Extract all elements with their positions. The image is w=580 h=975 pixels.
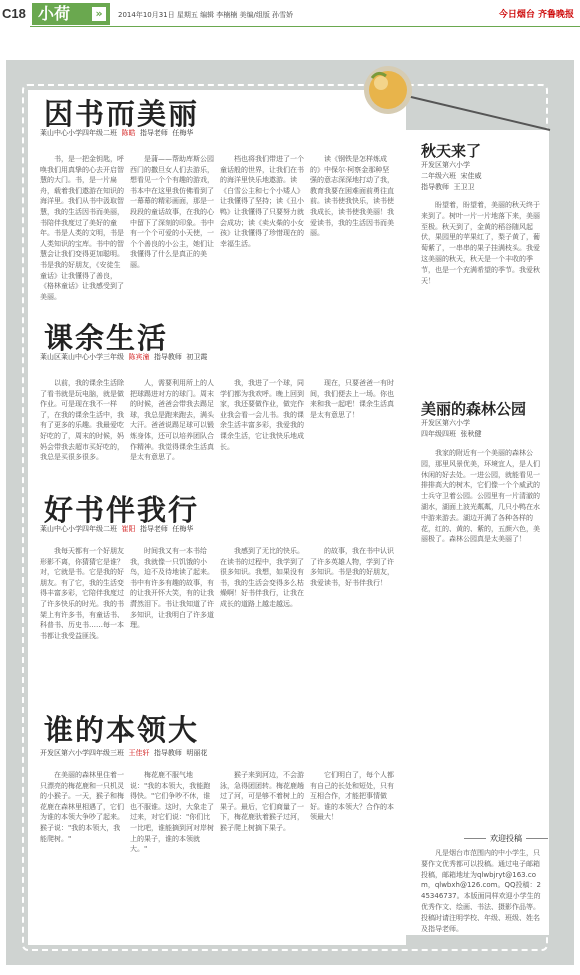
- article-column: 是蒲——帮助库斯公园西门的撒旦女人们去游乐，想看见一个个有趣的游戏，书本中在这里我仿佛看到了一幕幕的精彩画面，那是一段段的童话故事，在我的心中留下了深刻的印象。书中有一个个可爱的小天使，一个个善良的小公主，她们让我懂得了什么是真正的美丽。: [130, 155, 214, 269]
- newspaper-logo: 今日烟台 齐鲁晚报: [498, 10, 574, 20]
- sidebar-meta: 开发区第六小学 二年级六班 宋佳威 指导教师 王卫卫: [421, 161, 482, 191]
- article-title: 课余生活: [44, 321, 169, 355]
- masthead-rule: [30, 26, 580, 27]
- edition-info: 2014年10月31日 星期五 编辑 李楠楠 美编/组版 孙雪娇: [118, 11, 294, 19]
- sidebar-title: 秋天来了: [421, 142, 482, 160]
- section-name: 小荷: [38, 4, 71, 23]
- article-column: 档也将我们带进了一个童话般的世界，让我们在书的海洋里快乐地遨游。读《白雪公主和七个小矮人》让我懂得了坚持；读《丑小鸭》让我懂得了只要努力就会成功；读《卖火柴的小女孩》让我懂得了珍惜现在的幸福生活。: [220, 155, 304, 248]
- article-column: 读《钢铁是怎样炼成的》中保尔·柯察金那种坚强的意志深深地打动了我，教育我要在困难面前勇往直前。读书使我快乐，读书使我成长，读书使我美丽！我爱读书，我的生活因书而美丽。: [310, 155, 394, 238]
- article-column: 梅花鹿不服气地说："我的本领大，我能跑得快。"它们争吵不休，谁也不服谁。这时，大象走了过来，对它们说："你们比一比吧，谁能摘到河对岸树上的果子，谁的本领就大。": [130, 771, 214, 854]
- page-number: C18: [2, 6, 26, 21]
- article-byline: 莱山中心小学四年级二班 陈皓 指导老师 任梅华: [40, 129, 194, 137]
- article-column: 人，需要利用所上的人把球踢进对方的球门。周末的时候，爸爸会带我去踢足球，我总是跑来跑去，满头大汗。爸爸说踢足球可以锻炼身体，还可以培养团队合作精神。我觉得课余生活真是太有意思了。: [130, 379, 214, 462]
- article-column: 在美丽的森林里住着一只漂亮的梅花鹿和一只机灵的小猴子。一天，猴子和梅花鹿在森林里相遇了，它们为谁的本领大争吵了起来。猴子说："我的本领大，我能爬树。": [40, 771, 124, 843]
- contrib-body: 凡是烟台市范围内的中小学生，只要作文优秀都可以投稿。通过电子邮箱投稿，邮箱地址为qlwbjryt@163.com，qlwbxh@126.com。QQ投稿：245346737。本版面同样欢迎小学生的优秀作文、绘画、书法、摄影作品等。投稿时请注明学校、年级、班级、姓名及指导老师。: [421, 849, 541, 933]
- article-title: 因书而美丽: [44, 97, 200, 131]
- arrow-icon: »: [92, 7, 106, 21]
- section-banner: [32, 3, 110, 25]
- sidebar-body: 盼望着，盼望着，美丽的秋天终于来到了。树叶一片一片地落下来，美丽至极。秋天到了，金黄的稻谷随风起伏，果园里的苹果红了，梨子黄了，葡萄紫了，一串串的果子挂满枝头。我爱这美丽的秋天，秋天是一个丰收的季节，也是一个充满希望的季节。我爱秋天！: [421, 201, 540, 285]
- article-column: 书，是一把金钥匙，呼唤我们用真挚的心去开启智慧的大门。书，是一片扁舟，载着我们遨游在知识的海洋里。我们从书中汲取智慧，我的生活因书而美丽，书陪伴我度过了美好的童年。书是人类的文明，书是人类知识的宝库。书中的智慧会让我们变得更加聪明。书是我的好朋友，《安徒生童话》让我懂得了善良，《格林童话》让我感受到了美丽。: [40, 155, 124, 301]
- article-column: 我感到了无比的快乐。在读书的过程中，我学到了很多知识。我想，如果没有书，我的生活会变得多么枯燥啊！好书伴我行，让我在成长的道路上越走越远。: [220, 547, 304, 608]
- article-column: 时间我又有一本书给我，我就像一只饥饿的小鸟，迫不及待地读了起来。书中有许多有趣的故事，有的让我开怀大笑，有的让我潸然泪下。书让我知道了许多知识，让我明白了许多道理。: [130, 547, 214, 630]
- article-title: 谁的本领大: [44, 713, 200, 747]
- sidebar-body: 我家的附近有一个美丽的森林公园，那里风景优美，环境宜人，是人们休闲的好去处。一进公园，就能看见一排排高大的树木，它们像一个个威武的士兵守卫着公园。公园里有一片清澈的湖水，湖面上波光粼粼，几只小鸭在水中游来游去。湖边开满了各种各样的花，红的、黄的、紫的，五颜六色，美丽极了。森林公园真是太美丽了！: [421, 449, 540, 544]
- article-column: 以前，我的课余生活除了看书就是玩电脑，就是做作业。可是现在我不一样了，在我的课余生活中，我有了更多的乐趣。我最爱吃好吃的了，周末的时候，妈妈会带我去超市买好吃的，我总是买很多很多。: [40, 379, 124, 462]
- contrib-title: 欢迎投稿: [460, 833, 552, 844]
- masthead: [0, 0, 580, 30]
- article-column: 现在，只要爸爸一有时间，我们便去上一场。你也来和我一起吧！课余生活真是太有意思了！: [310, 379, 394, 419]
- article-column: 我，我进了一个球，同学们都为我欢呼。晚上回到家，我还要做作业，做完作业我会看一会儿书。我的课余生活丰富多彩，我爱我的课余生活，它让我快乐地成长。: [220, 379, 304, 451]
- article-column: 我每天都有一个好朋友形影不离，你猜猜它是谁？对，它就是书。它是我的好朋友。有了它，我的生活变得丰富多彩，它陪伴我度过了许多快乐的时光。我的书架上有许多书，有童话书、科普书、历史书……每一本书都让我受益匪浅。: [40, 547, 124, 640]
- article-column: 它们明白了，每个人都有自己的长处和短处，只有互相合作，才能把事情做好。谁的本领大？合作的本领最大！: [310, 771, 394, 822]
- article-byline: 莱山中心小学四年级二班 崔阳 指导老师 任梅华: [40, 525, 194, 533]
- article-byline: 开发区第六小学四年级三班 王佳轩 指导教师 明丽花: [40, 749, 208, 757]
- article-column: 的故事，我在书中认识了许多英雄人物，学到了许多知识。书是我的好朋友，我爱读书，好书伴我行！: [310, 547, 394, 587]
- article-byline: 莱山区莱山中心小学三年级 陈宾潼 指导教师 初卫霞: [40, 353, 208, 361]
- sidebar-meta: 开发区第六小学 四年级四班 张秋健: [421, 419, 482, 438]
- article-column: 猴子来到河边，不会游泳，急得团团转。梅花鹿趟过了河，可是够不着树上的果子。最后，它们商量了一下，梅花鹿驮着猴子过河，猴子爬上树摘下果子。: [220, 771, 304, 832]
- article-title: 好书伴我行: [44, 493, 200, 527]
- sidebar-title: 美丽的森林公园: [421, 400, 527, 418]
